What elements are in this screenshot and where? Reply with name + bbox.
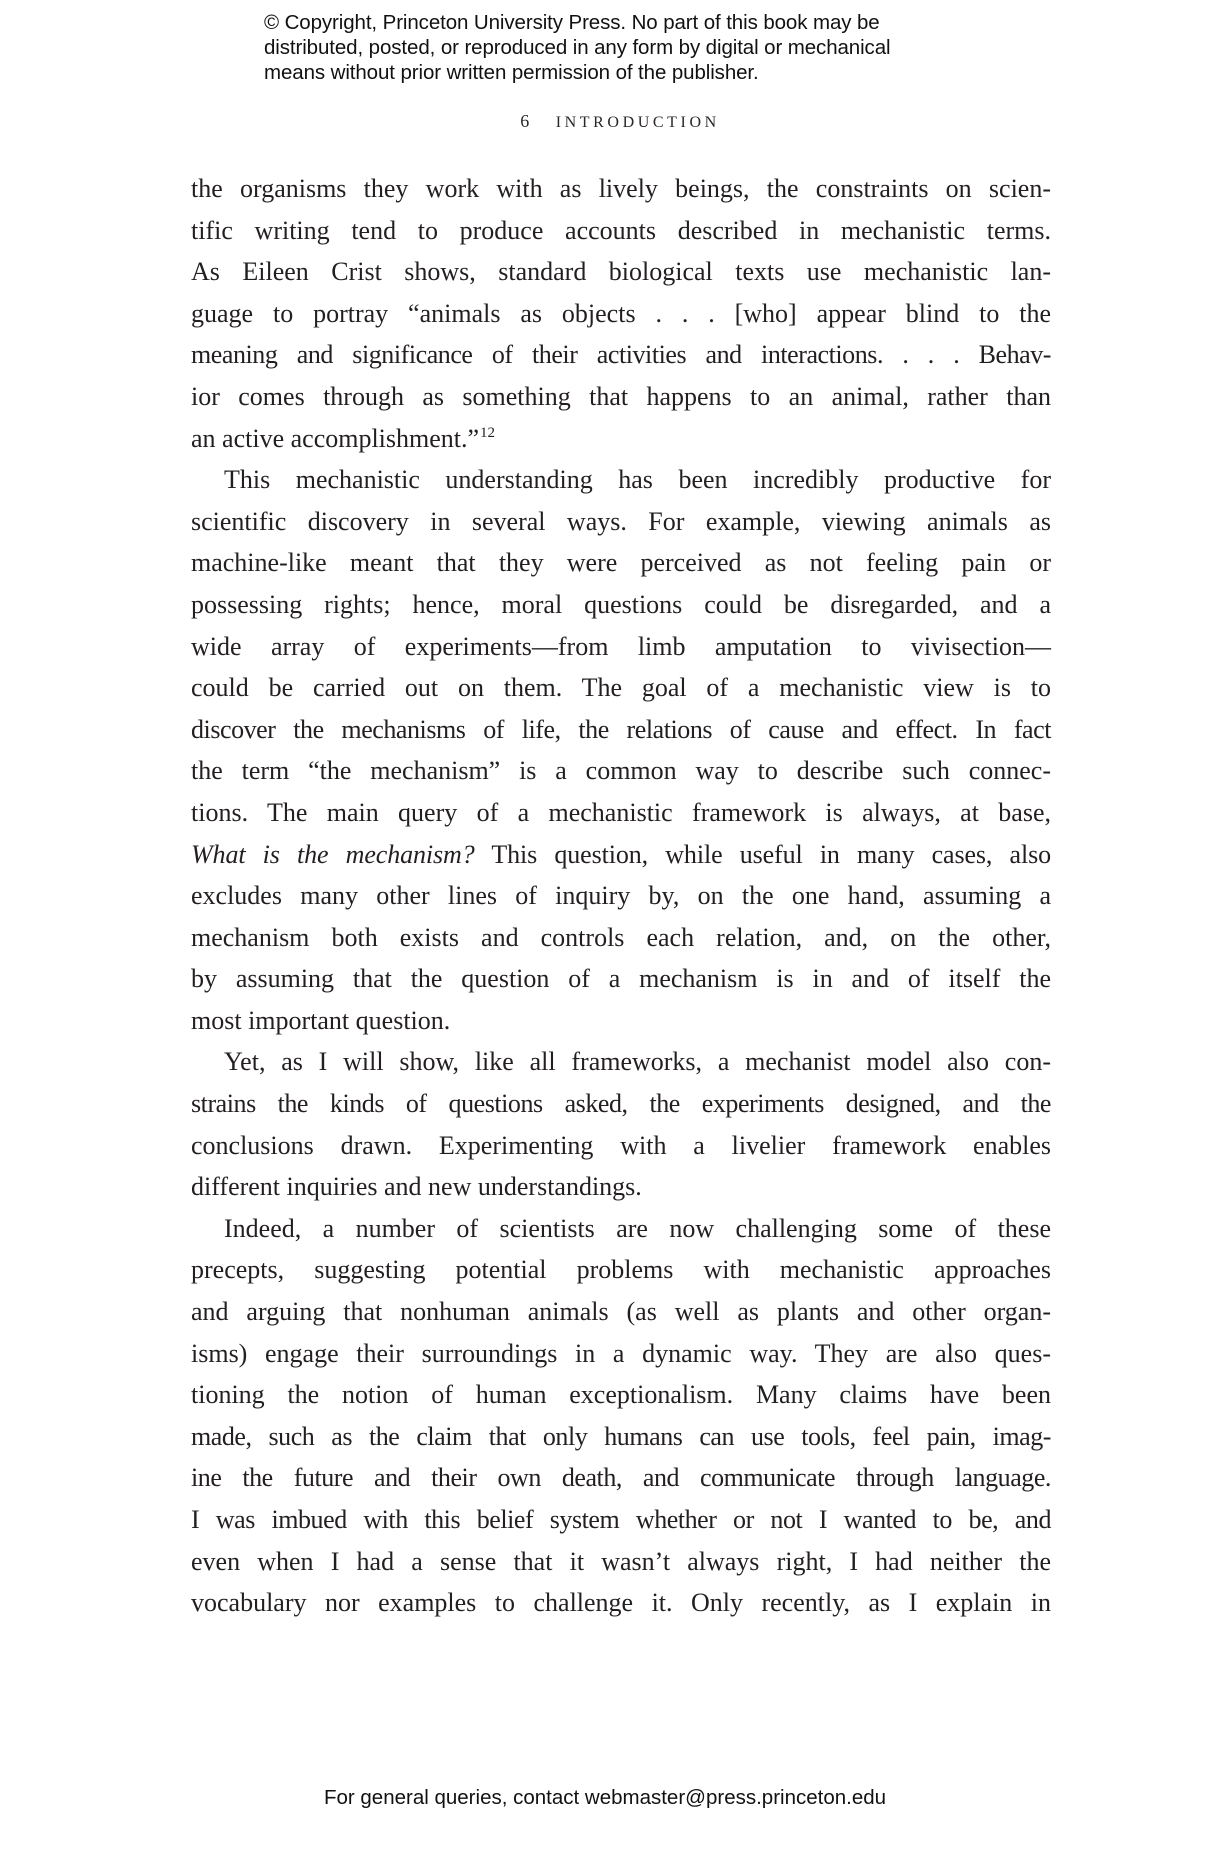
paragraph-2	[191, 459, 1051, 1041]
text-line-content: meaning and significance of their activities and interactions. . . . Behav-	[191, 340, 1051, 370]
text-line-content: an active accomplishment.”	[191, 423, 480, 453]
running-head	[0, 111, 1225, 132]
text-line: tioning the notion of human exceptionalism. Many claims have been	[191, 1380, 1051, 1410]
text-line: vocabulary nor examples to challenge it. Only recently, as I explain in	[191, 1588, 1051, 1618]
italic-question: What is the mechanism?	[191, 839, 475, 869]
text-line: different inquiries and new understandings.	[191, 1172, 642, 1202]
text-line: guage to portray “animals as objects . . . [who] appear blind to the	[191, 298, 1051, 328]
text-line: precepts, suggesting potential problems with mechanistic approaches	[191, 1255, 1051, 1285]
text-line: scientific discovery in several ways. For example, viewing animals as	[191, 506, 1051, 536]
text-line-content: discover the mechanisms of life, the relations of cause and effect. In fact	[191, 714, 1051, 744]
text-line: This mechanistic understanding has been incredibly productive for	[224, 465, 1051, 495]
text-line: mechanism both exists and controls each relation, and, on the other,	[191, 922, 1051, 952]
copyright-notice	[264, 10, 1024, 85]
text-line: even when I had a sense that it wasn’t always right, I had neither the	[191, 1546, 1051, 1576]
footnote-reference[interactable]: 12	[480, 424, 496, 441]
text-line: by assuming that the question of a mechanism is in and of itself the	[191, 964, 1051, 994]
text-line: could be carried out on them. The goal of a mechanistic view is to	[191, 673, 1051, 703]
text-line: possessing rights; hence, moral questions could be disregarded, and a	[191, 589, 1051, 619]
paragraph-3	[191, 1041, 1051, 1207]
text-line: the organisms they work with as lively beings, the constraints on scien-	[191, 174, 1051, 203]
text-line-content: This question, while useful in many cases, also	[491, 839, 1051, 869]
text-line	[191, 1083, 1051, 1125]
text-line-content: ine the future and their own death, and communicate through language.	[191, 1463, 1051, 1493]
text-line: and arguing that nonhuman animals (as well as plants and other organ-	[191, 1297, 1051, 1327]
text-line-content: I was imbued with this belief system whether or not I wanted to be, and	[191, 1505, 1051, 1534]
text-line	[191, 418, 1051, 460]
text-line: conclusions drawn. Experimenting with a livelier framework enables	[191, 1130, 1051, 1160]
text-line: most important question.	[191, 1005, 451, 1035]
text-line-content: made, such as the claim that only humans can use tools, feel pain, imag-	[191, 1421, 1051, 1451]
text-line	[191, 709, 1051, 751]
text-line	[191, 1416, 1051, 1458]
copyright-line: © Copyright, Princeton University Press. No part of this book may be	[264, 11, 880, 34]
text-line: tific writing tend to produce accounts described in mechanistic terms.	[191, 215, 1051, 245]
text-line: machine-like meant that they were perceived as not feeling pain or	[191, 548, 1051, 578]
paragraph-1	[191, 168, 1051, 459]
text-line: As Eileen Crist shows, standard biological texts use mechanistic lan-	[191, 257, 1051, 287]
text-line: wide array of experiments—from limb amputation to vivisection—	[191, 631, 1051, 661]
text-line: excludes many other lines of inquiry by, on the one hand, assuming a	[191, 881, 1051, 911]
body-text	[191, 168, 1051, 1624]
text-line: isms) engage their surroundings in a dynamic way. They are also ques-	[191, 1338, 1051, 1368]
text-line: Indeed, a number of scientists are now challenging some of these	[224, 1213, 1051, 1243]
text-line: tions. The main query of a mechanistic framework is always, at base,	[191, 797, 1051, 827]
text-line	[191, 334, 1051, 376]
text-line	[191, 1457, 1051, 1499]
copyright-line: distributed, posted, or reproduced in any form by digital or mechanical	[264, 36, 891, 59]
text-line: the term “the mechanism” is a common way to describe such connec-	[191, 756, 1051, 786]
copyright-line: means without prior written permission of the publisher.	[264, 61, 759, 84]
text-line: Yet, as I will show, like all frameworks, a mechanist model also con-	[224, 1047, 1051, 1077]
text-line: ior comes through as something that happens to an animal, rather than	[191, 381, 1051, 411]
page-number: 6	[520, 111, 530, 131]
paragraph-4	[191, 1208, 1051, 1624]
text-line	[191, 1499, 1051, 1541]
text-line	[191, 834, 1051, 876]
text-line-content: strains the kinds of questions asked, the experiments designed, and the	[191, 1089, 1051, 1119]
footer-contact: For general queries, contact webmaster@press.princeton.edu	[323, 1786, 887, 1809]
section-title: INTRODUCTION	[555, 114, 720, 131]
